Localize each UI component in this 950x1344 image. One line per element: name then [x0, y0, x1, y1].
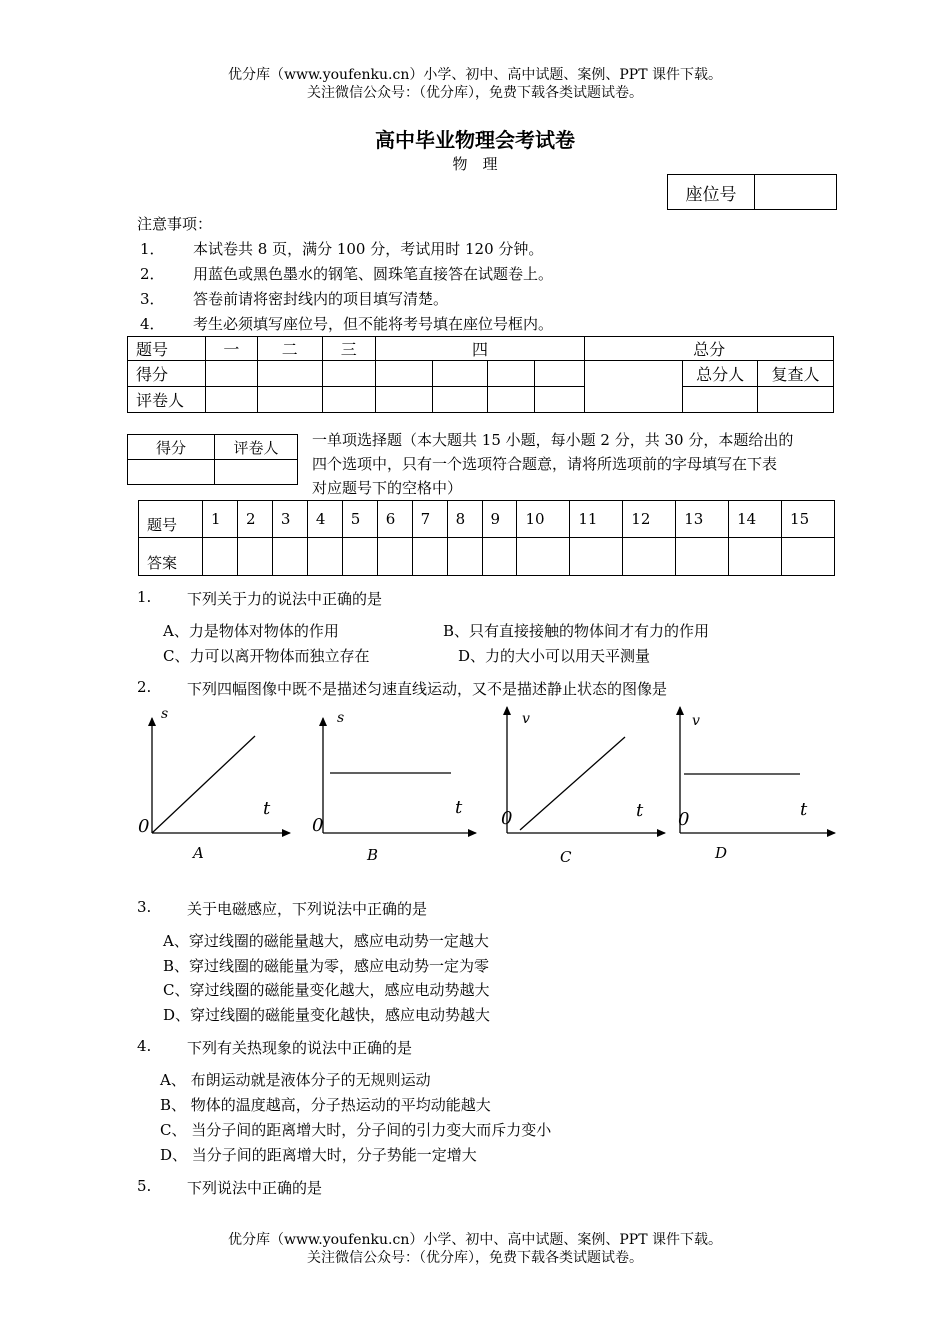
- score-row-label-number: 题号: [128, 337, 206, 361]
- graph-a-origin: 0: [138, 816, 150, 837]
- question-3-option-d: D、穿过线圈的磁能量变化越快，感应电动势越大: [163, 1006, 491, 1024]
- subject-label: 物 理: [452, 155, 498, 173]
- graph-c-xlabel: t: [636, 800, 644, 821]
- answer-grid-number: 2: [237, 501, 272, 538]
- section-header-3: 三: [322, 337, 375, 361]
- graph-b: [312, 710, 476, 864]
- graph-b-origin: 0: [312, 815, 324, 836]
- graph-c: [501, 707, 665, 866]
- answer-grid-number: 6: [377, 501, 412, 538]
- question-1-option-c: C、力可以离开物体而独立存在: [163, 647, 370, 665]
- answer-grid-number-label: 题号: [139, 501, 203, 538]
- section1-score-label: 得分: [128, 435, 215, 460]
- graph-d: [678, 707, 835, 862]
- graph-d-name: D: [715, 844, 728, 862]
- page-title: 高中毕业物理会考试卷: [375, 128, 575, 152]
- question-5-number: 5.: [137, 1177, 152, 1195]
- graph-a-line: [152, 736, 255, 833]
- question-1-option-b: B、只有直接接触的物体间才有力的作用: [443, 622, 710, 640]
- graph-b-ylabel: s: [337, 710, 345, 726]
- graph-c-origin: 0: [501, 808, 513, 829]
- reviewer-label: 复查人: [758, 361, 834, 387]
- page-footer-line1: 优分库（www.youfenku.cn）小学、初中、高中试题、案例、PPT 课件下载。: [227, 1232, 722, 1248]
- note-3-text: 答卷前请将密封线内的项目填写清楚。: [193, 290, 449, 308]
- note-2-num: 2．: [140, 265, 165, 283]
- answer-grid-number: 4: [307, 501, 342, 538]
- graph-a-ylabel: s: [161, 706, 169, 722]
- notes-heading: 注意事项：: [137, 215, 213, 233]
- note-4-text: 考生必须填写座位号，但不能将考号填在座位号框内。: [193, 315, 554, 333]
- question-3-option-c: C、穿过线圈的磁能量变化越大，感应电动势越大: [163, 981, 490, 999]
- answer-grid-number: 3: [272, 501, 307, 538]
- answer-grid-number: 11: [570, 501, 623, 538]
- graph-a: [138, 706, 290, 862]
- section1-grader-label: 评卷人: [215, 435, 298, 460]
- graph-d-xlabel: t: [800, 799, 808, 820]
- note-4-num: 4．: [140, 315, 165, 333]
- question-2-number: 2.: [137, 678, 152, 696]
- graph-c-line: [520, 737, 625, 830]
- seat-number-label: 座位号: [668, 175, 755, 210]
- score-row-label-score: 得分: [128, 361, 206, 387]
- graph-b-xlabel: t: [455, 797, 463, 818]
- question-4-option-d: D、 当分子间的距离增大时，分子势能一定增大: [160, 1146, 477, 1164]
- question-4-option-a: A、 布朗运动就是液体分子的无规则运动: [160, 1071, 431, 1089]
- question-4-number: 4.: [137, 1037, 152, 1055]
- page-footer-line2: 关注微信公众号：（优分库），免费下载各类试题试卷。: [307, 1250, 643, 1266]
- answer-grid-number: 5: [342, 501, 377, 538]
- note-1-num: 1．: [140, 240, 165, 258]
- question-1-stem: 下列关于力的说法中正确的是: [187, 590, 383, 608]
- total-person-label: 总分人: [683, 361, 758, 387]
- answer-grid-number: 14: [729, 501, 782, 538]
- answer-grid-number: 8: [447, 501, 482, 538]
- graph-c-ylabel: v: [522, 711, 530, 727]
- answer-grid-number: 1: [203, 501, 238, 538]
- question-3-stem: 关于电磁感应，下列说法中正确的是: [187, 900, 428, 918]
- note-1-text: 本试卷共 8 页，满分 100 分，考试用时 120 分钟。: [193, 240, 544, 258]
- question-1-option-d: D、力的大小可以用天平测量: [458, 647, 651, 665]
- graph-b-name: B: [367, 846, 379, 864]
- graph-d-ylabel: v: [692, 713, 700, 729]
- answer-grid-number: 12: [623, 501, 676, 538]
- section-header-1: 一: [205, 337, 257, 361]
- page-header-line2: 关注微信公众号：（优分库），免费下载各类试题试卷。: [307, 85, 643, 101]
- total-score-header: 总分: [585, 337, 834, 361]
- question-3-number: 3.: [137, 898, 152, 916]
- answer-grid-answer-label: 答案: [139, 538, 203, 576]
- section1-intro-line: 对应题号下的空格中）: [312, 479, 463, 497]
- question-1-option-a: A、力是物体对物体的作用: [163, 622, 339, 640]
- graph-c-name: C: [560, 848, 572, 866]
- graph-a-xlabel: t: [263, 798, 271, 819]
- question-2-stem: 下列四幅图像中既不是描述匀速直线运动，又不是描述静止状态的图像是: [187, 680, 668, 698]
- question-5-stem: 下列说法中正确的是: [187, 1179, 323, 1197]
- question-4-option-b: B、 物体的温度越高，分子热运动的平均动能越大: [160, 1096, 491, 1114]
- graph-d-origin: 0: [678, 809, 690, 830]
- section-header-4: 四: [375, 337, 585, 361]
- note-3-num: 3．: [140, 290, 165, 308]
- page-header-line1: 优分库（www.youfenku.cn）小学、初中、高中试题、案例、PPT 课件下载。: [227, 67, 722, 83]
- answer-grid-number: 9: [482, 501, 517, 538]
- question-3-option-b: B、穿过线圈的磁能量为零，感应电动势一定为零: [163, 957, 490, 975]
- answer-grid-number: 13: [676, 501, 729, 538]
- answer-grid-number: 15: [782, 501, 835, 538]
- answer-grid-number: 7: [412, 501, 447, 538]
- section1-intro-line: 一单项选择题（本大题共 15 小题，每小题 2 分，共 30 分，本题给出的: [312, 431, 794, 449]
- note-2-text: 用蓝色或黑色墨水的钢笔、圆珠笔直接答在试题卷上。: [193, 265, 554, 283]
- section1-intro-line: 四个选项中，只有一个选项符合题意，请将所选项前的字母填写在下表: [312, 455, 778, 473]
- graph-a-name: A: [193, 844, 204, 862]
- question-4-option-c: C、 当分子间的距离增大时，分子间的引力变大而斥力变小: [160, 1121, 552, 1139]
- question-4-stem: 下列有关热现象的说法中正确的是: [187, 1039, 413, 1057]
- section-header-2: 二: [257, 337, 322, 361]
- question-3-option-a: A、穿过线圈的磁能量越大，感应电动势一定越大: [163, 932, 489, 950]
- answer-grid-number: 10: [517, 501, 570, 538]
- question-1-number: 1.: [137, 588, 152, 606]
- score-row-label-grader: 评卷人: [128, 387, 206, 413]
